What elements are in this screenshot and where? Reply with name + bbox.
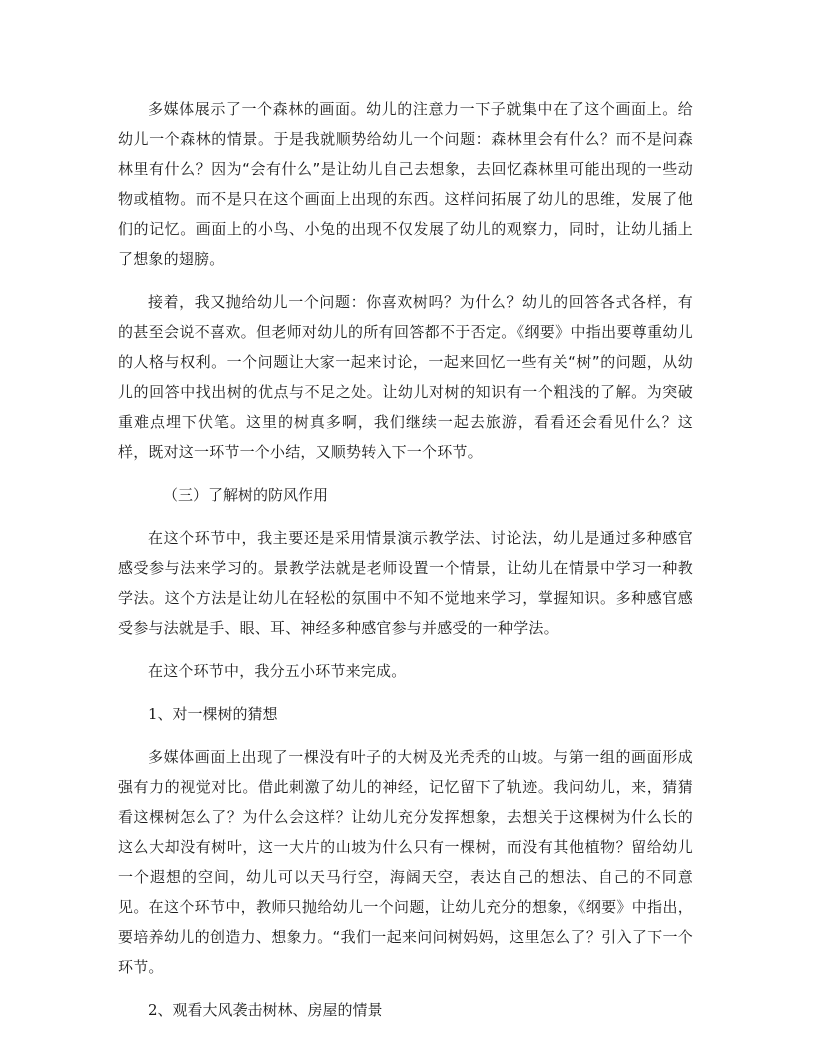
subheading-wind-attack: 2、观看大风袭击树林、房屋的情景 <box>148 1001 383 1019</box>
section-heading-windbreak: （三）了解树的防风作用 <box>163 486 329 504</box>
paragraph-teaching-methods: 在这个环节中，我主要还是采用情景演示教学法、讨论法，幼儿是通过多种感官感受参与法来学习的。景教学法就是老师设置一个情景，让幼儿在情景中学习一种教学法。这个方法是让幼儿在轻松的氛围中不知不觉地来学习，掌握知识。多种感官感受参与法就是手、眼、耳、神经多种感官参与并感受的一种学法。 <box>118 529 693 637</box>
paragraph-gap <box>118 686 693 699</box>
document-body <box>118 94 693 1025</box>
paragraph-five-sub-steps: 在这个环节中，我分五小环节来完成。 <box>148 662 407 680</box>
paragraph-like-trees-question: 接着，我又抛给幼儿一个问题：你喜欢树吗？为什么？幼儿的回答各式各样，有的甚至会说不喜欢。但老师对幼儿的所有回答都不于否定。《纲要》中指出要尊重幼儿的人格与权利。一个问题让大家一起来讨论，一起来回忆一些有关“树”的问题，从幼儿的回答中找出树的优点与不足之处。让幼儿对树的知识有一个粗浅的了解。为突破重难点埋下伏笔。这里的树真多啊，我们继续一起去旅游，看看还会看见什么？这样，既对这一环节一个小结，又顺势转入下一个环节。 <box>118 293 693 461</box>
paragraph-bare-tree: 多媒体画面上出现了一棵没有叶子的大树及光秃秃的山坡。与第一组的画面形成强有力的视觉对比。借此刺激了幼儿的神经，记忆留下了轨迹。我问幼儿，来，猜猜看这棵树怎么了？为什么会这样？让幼儿充分发挥想象，去想关于这棵树为什么长的这么大却没有树叶，这一大片的山坡为什么只有一棵树，而没有其他植物？留给幼儿一个遐想的空间，幼儿可以天马行空，海阔天空，表达自己的想法、自己的不同意见。在这个环节中，教师只抛给幼儿一个问题，让幼儿充分的想象，《纲要》中指出，要培养幼儿的创造力、想象力。“我们一起来问问树妈妈，这里怎么了？引入了下一个环节。 <box>118 748 693 976</box>
paragraph-gap <box>118 982 693 995</box>
paragraph-gap <box>118 467 693 480</box>
paragraph-gap <box>118 643 693 656</box>
paragraph-gap <box>118 729 693 742</box>
paragraph-gap <box>118 274 693 287</box>
paragraph-gap <box>118 510 693 523</box>
paragraph-forest-scene: 多媒体展示了一个森林的画面。幼儿的注意力一下子就集中在了这个画面上。给幼儿一个森林的情景。于是我就顺势给幼儿一个问题：森林里会有什么？而不是问森林里有什么？因为“会有什么”是让幼儿自己去想象，去回忆森林里可能出现的一些动物或植物。而不是只在这个画面上出现的东西。这样问拓展了幼儿的思维，发展了他们的记忆。画面上的小鸟、小兔的出现不仅发展了幼儿的观察力，同时，让幼儿插上了想象的翅膀。 <box>118 100 693 268</box>
subheading-guess-one-tree: 1、对一棵树的猜想 <box>148 705 278 723</box>
